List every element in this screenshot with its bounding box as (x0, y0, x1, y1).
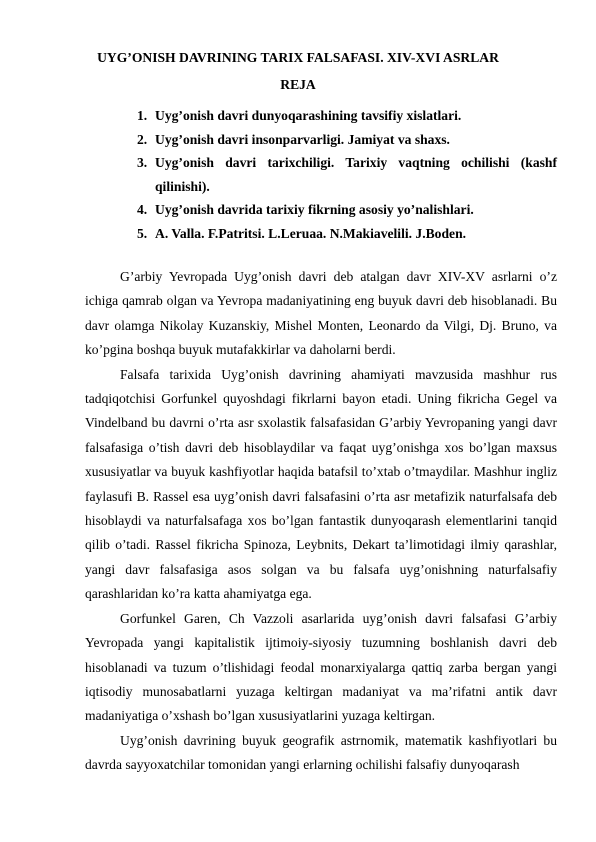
plan-item-text: Uyg’onish davrida tarixiy fikrning asosiy yo’nalishlari. (155, 202, 474, 218)
plan-item (130, 222, 557, 246)
body-paragraph: G’arbiy Yevropada Uyg’onish davri deb atalgan davr XIV-XV asrlarni o’z ichiga qamrab olgan va Yevropa madaniyatining eng buyuk davri deb hisoblanadi. Bu davr olamga Nikolay Kuzanskiy, Mishel Monten, Leonardo da Vilgi, Dj. Bruno, va ko’pgina boshqa buyuk mutafakkirlar va daholarni berdi. (85, 269, 557, 358)
body-paragraph: Falsafa tarixida Uyg’onish davrining ahamiyati mavzusida mashhur rus tadqiqotchisi Gorfunkel quyoshdagi fikrlarni bayon etadi. Uning fikricha Gegel va Vindelband bu davrni o’rta asr sxolastik falsafasidan G’arbiy Yevropaning yangi davr falsafasiga o’tish davri deb hisoblaydilar va faqat uyg’onishga xos bo’lgan maxsus xususiyatlar va buyuk kashfiyotlar haqida batafsil to’xtab o’tmaydilar. Mashhur ingliz faylasufi B. Rassel esa uyg’onish davri falsafasini o’rta asr metafizik naturfalsafa deb hisoblaydi va naturfalsafaga xos bo’lgan fantastik dunyoqarash elementlarini tanqid qilib o’tadi. Rassel fikricha Spinoza, Leybnits, Dekart ta’limotidagi ilmiy qarashlar, yangi davr falsafasiga asos solgan va bu falsafa uyg’onishning naturfalsafiy qarashlaridan ko’ra katta ahamiyatga ega. (85, 366, 557, 602)
body-paragraph: Gorfunkel Garen, Ch Vazzoli asarlarida uyg’onish davri falsafasi G’arbiy Yevropada yangi kapitalistik ijtimoiy-siyosiy tuzumning boshlanish davri deb hisoblanadi va tuzum o’tlishidagi feodal monarxiyalarga qattiq zarba bergan yangi iqtisodiy munosabatlarni yuzaga keltirgan madaniyat va ma’rifatni antik davr madaniyatiga o’xshash bo’lgan xususiyatlarini yuzaga keltirgan. (85, 610, 557, 724)
plan-item-text: A. Valla. F.Patritsi. L.Leruaa. N.Makiavelili. J.Boden. (155, 225, 467, 241)
body-paragraph: Uyg’onish davrining buyuk geografik astrnomik, matematik kashfiyotlari bu davrda sayyoxatchilar tomonidan yangi erlarning ochilishi falsafiy dunyoqarash (85, 732, 557, 773)
plan-item (130, 104, 557, 128)
plan-item-number: 3. (137, 155, 148, 171)
plan-item-number: 1. (137, 108, 148, 123)
plan-item (130, 128, 557, 152)
plan-item-text: Uyg’onish davri dunyoqarashining tavsifiy xislatlari. (155, 108, 462, 123)
document-title: UYG’ONISH DAVRINING TARIX FALSAFASI. XIV-XVI ASRLAR (97, 50, 499, 65)
plan-item-number: 4. (137, 202, 148, 218)
plan-item (130, 151, 557, 198)
plan-heading: REJA (280, 77, 316, 92)
document-body (85, 265, 557, 778)
plan-item-text: Uyg’onish davri insonparvarligi. Jamiyat va shaxs. (155, 131, 450, 147)
plan-list (130, 104, 557, 246)
plan-item-number: 2. (137, 131, 148, 147)
plan-item-text: Uyg’onish davri tarixchiligi. Tarixiy vaqtning ochilishi (kashf (155, 155, 557, 171)
plan-item-number: 5. (137, 225, 148, 241)
plan-item-continuation: qilinishi). (155, 178, 210, 194)
plan-item (130, 198, 557, 222)
